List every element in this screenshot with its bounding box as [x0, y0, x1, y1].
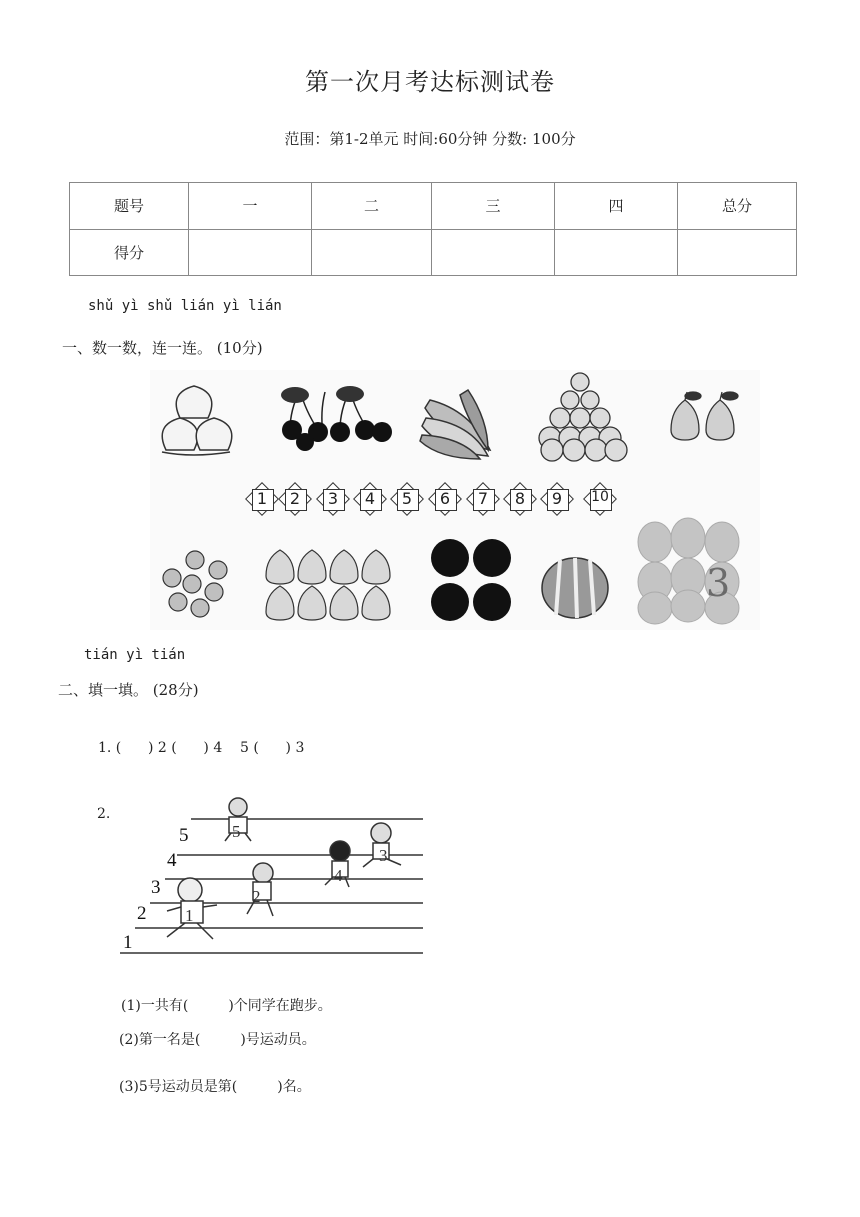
runner-number: 5 [232, 822, 241, 841]
lane-label: 5 [179, 825, 189, 846]
lane-label: 3 [151, 877, 161, 898]
score-input-cell[interactable] [312, 229, 432, 276]
question-2-1[interactable]: (1)一共有( )个同学在跑步。 [121, 998, 332, 1014]
question-2-3[interactable]: (3)5号运动员是第( )名。 [119, 1079, 311, 1095]
watermelon-icon [542, 558, 608, 618]
runner-number: 1 [185, 906, 194, 925]
table-row [70, 183, 797, 230]
table-cell: 三 [432, 183, 555, 230]
number-badge-10[interactable]: 10 [585, 484, 615, 514]
page-title: 第一次月考达标测试卷 [305, 68, 555, 96]
number-badge-7[interactable]: 7 [468, 484, 498, 514]
score-table [69, 182, 797, 276]
table-cell: 题号 [70, 183, 189, 230]
running-track-illustration [115, 795, 430, 960]
score-input-cell[interactable] [432, 229, 555, 276]
table-cell: 一 [189, 183, 312, 230]
number-badge-2[interactable]: 2 [280, 484, 310, 514]
number-badge-4[interactable]: 4 [355, 484, 385, 514]
table-cell: 四 [555, 183, 678, 230]
lane-label: 1 [123, 932, 133, 953]
table-cell: 得分 [70, 229, 189, 276]
runner-number: 4 [334, 866, 343, 885]
score-input-cell[interactable] [678, 229, 797, 276]
question-1[interactable]: 1. ( ) 2 ( ) 4 5 ( ) 3 [98, 740, 305, 756]
question-2-label: 2. [97, 806, 111, 822]
table-cell: 总分 [678, 183, 797, 230]
runner-number: 2 [252, 887, 261, 906]
number-badge-5[interactable]: 5 [392, 484, 422, 514]
table-row [70, 229, 797, 276]
score-input-cell[interactable] [555, 229, 678, 276]
section1-heading: 一、数一数，连一连。 (10分) [62, 339, 263, 357]
number-badge-9[interactable]: 9 [542, 484, 572, 514]
runner-number: 3 [379, 846, 388, 865]
number-badge-1[interactable]: 1 [247, 484, 277, 514]
number-badge-3[interactable]: 3 [318, 484, 348, 514]
lane-label: 2 [137, 903, 147, 924]
section2-heading: 二、填一填。 (28分) [58, 681, 199, 699]
lane-label: 4 [167, 850, 177, 871]
number-badge-6[interactable]: 6 [430, 484, 460, 514]
exam-info: 范围：第1-2单元 时间:60分钟 分数: 100分 [284, 130, 576, 148]
section2-pinyin: tián yì tián [84, 647, 186, 663]
section1-pinyin: shǔ yì shǔ lián yì lián [88, 298, 282, 314]
score-input-cell[interactable] [189, 229, 312, 276]
table-cell: 二 [312, 183, 432, 230]
question-2-2[interactable]: (2)第一名是( )号运动员。 [119, 1032, 316, 1048]
overlay-numeral: 3 [706, 561, 731, 605]
number-badge-8[interactable]: 8 [505, 484, 535, 514]
